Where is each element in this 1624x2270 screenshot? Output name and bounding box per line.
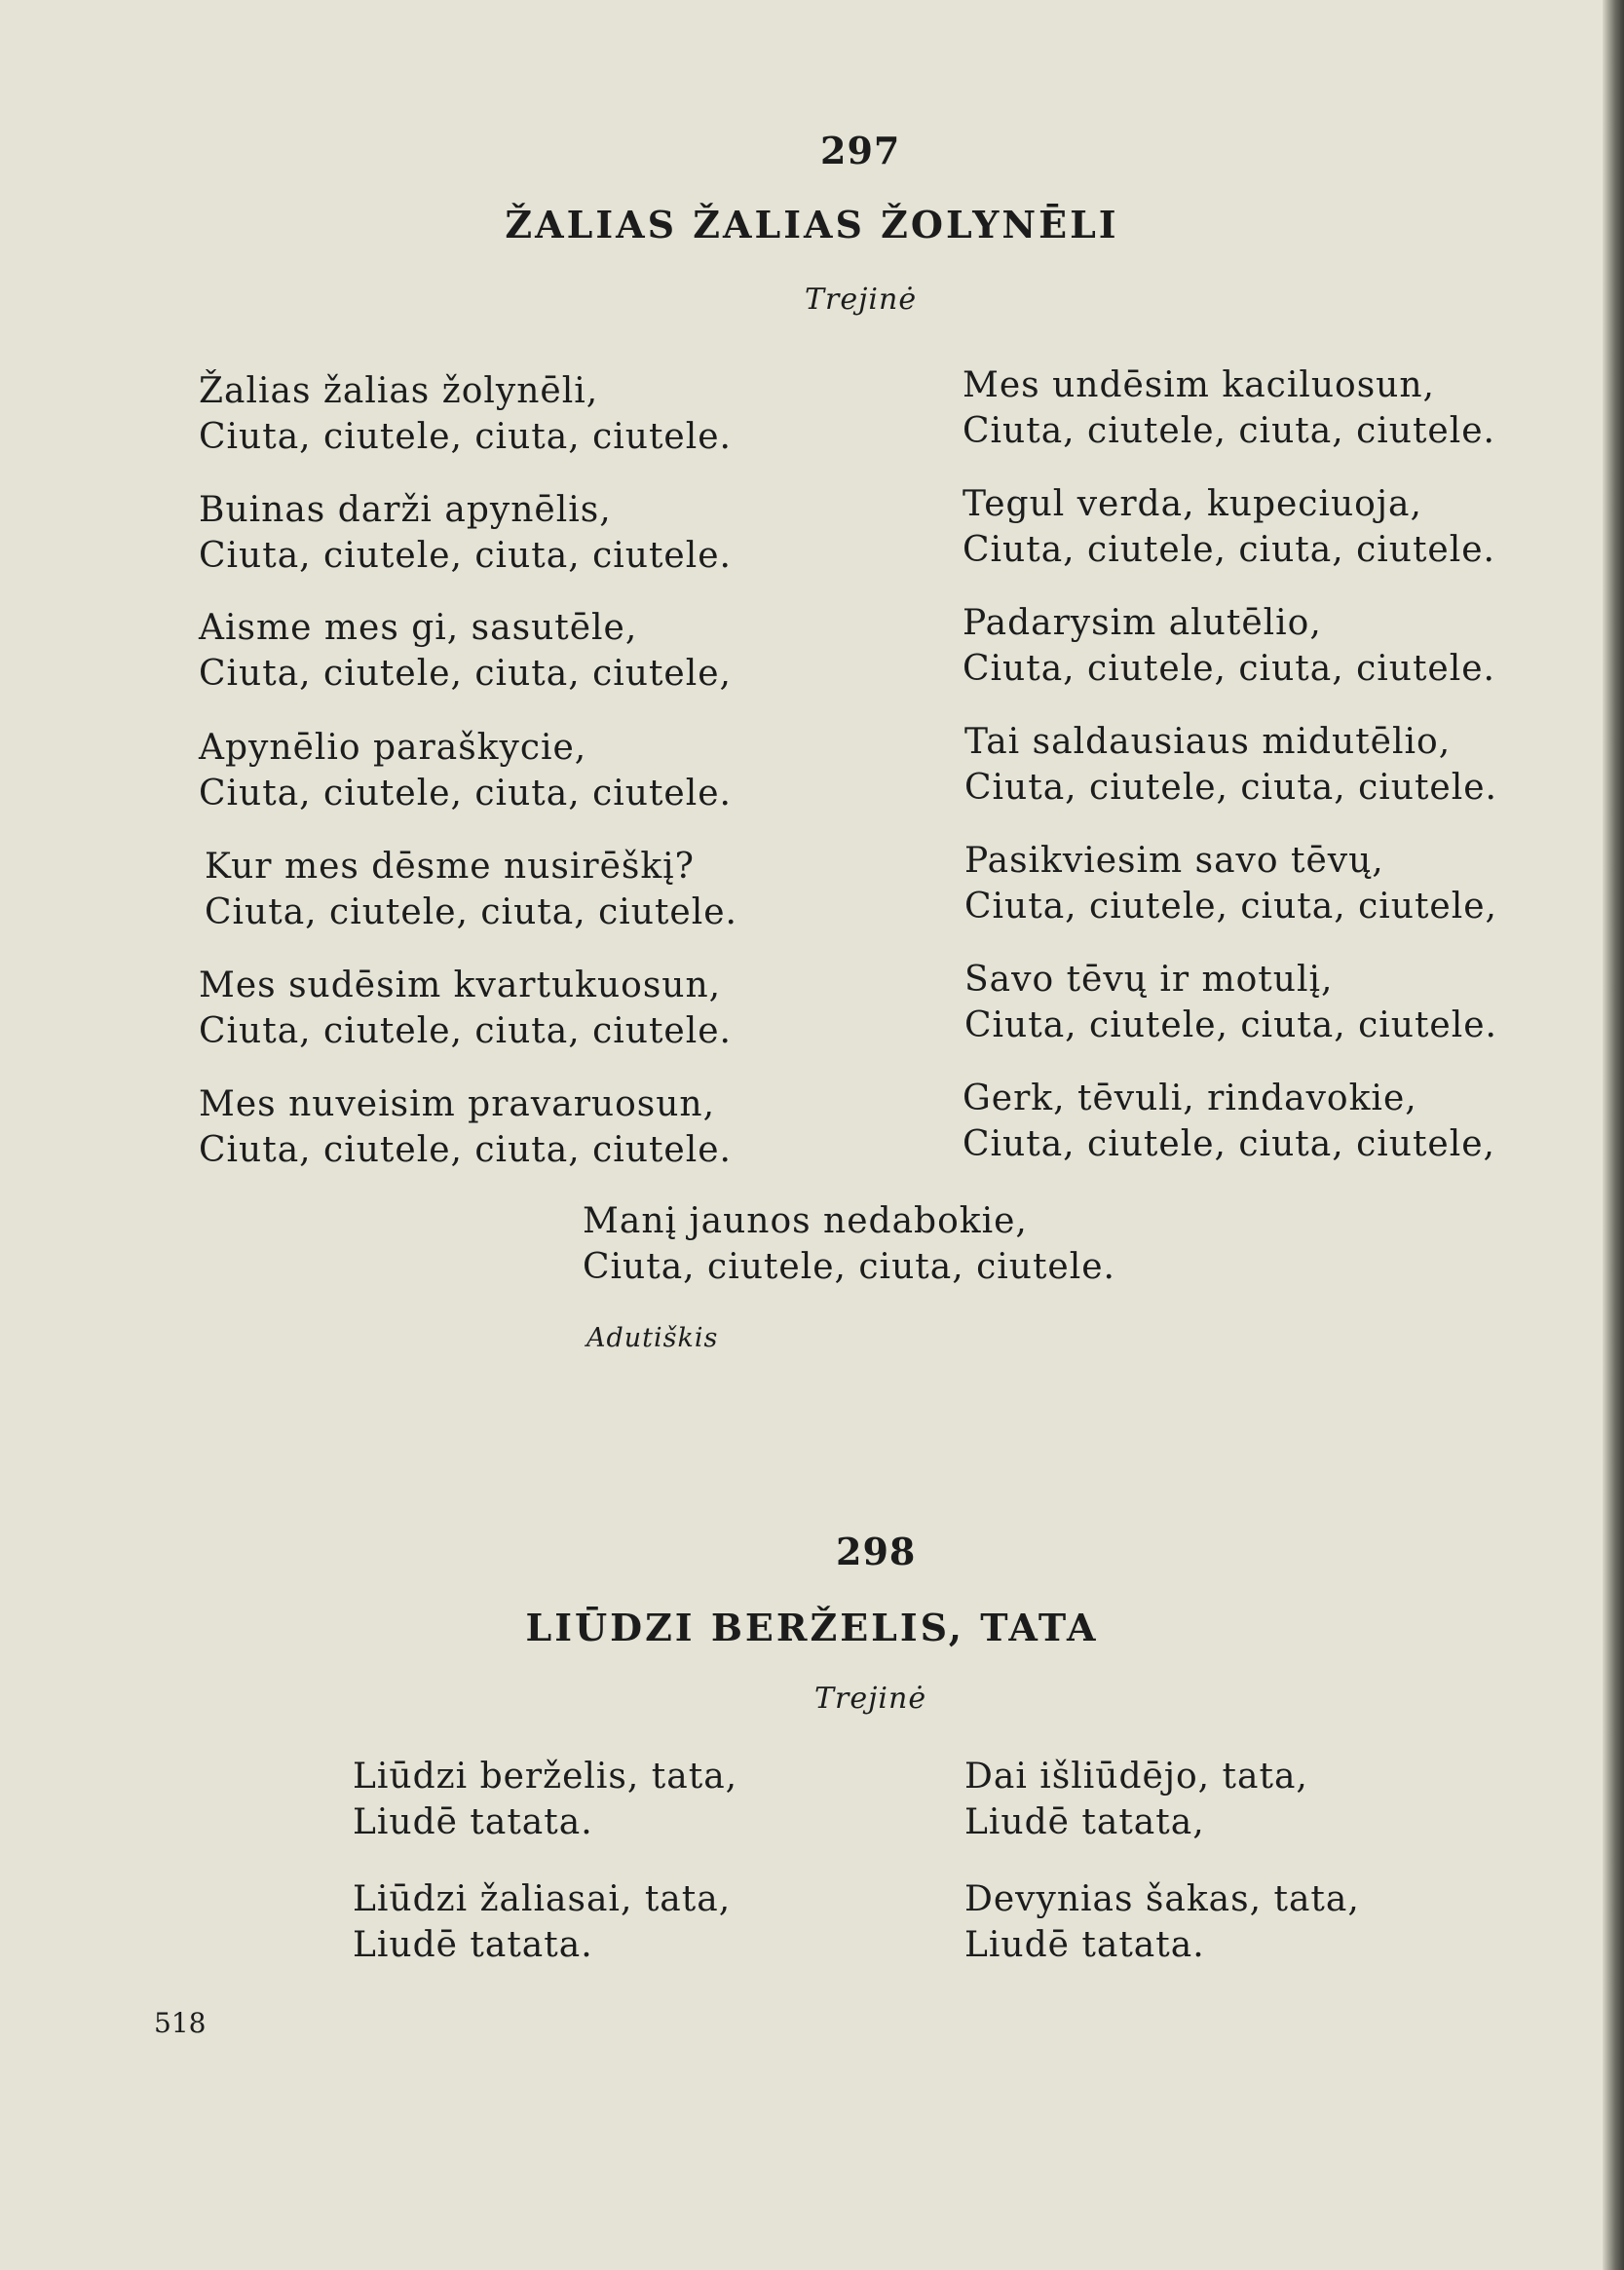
refrain-line: Ciuta, ciutele, ciuta, ciutele.	[963, 411, 1495, 451]
page-edge	[1603, 0, 1624, 2270]
verse-line: Devynias šakas, tata,	[964, 1879, 1360, 1919]
refrain-line: Ciuta, ciutele, ciuta, ciutele.	[963, 530, 1495, 570]
refrain-line: Liudē tatata,	[964, 1802, 1205, 1842]
stanza	[199, 605, 732, 697]
refrain-line: Liudē tatata.	[353, 1802, 593, 1842]
stanza	[963, 1076, 1495, 1167]
refrain-line: Ciuta, ciutele, ciuta, ciutele,	[199, 654, 732, 694]
verse-line: Dai išliūdējo, tata,	[964, 1757, 1308, 1797]
refrain-line: Ciuta, ciutele, ciuta, ciutele.	[205, 892, 737, 932]
verse-line: Liūdzi berželis, tata,	[353, 1757, 738, 1797]
stanza	[964, 957, 1497, 1048]
refrain-line: Liudē tatata.	[964, 1925, 1205, 1965]
stanza	[199, 487, 732, 579]
verse-line: Žalias žalias žolynēli,	[199, 371, 599, 411]
verse-line: Tegul verda, kupeciuoja,	[963, 484, 1422, 524]
stanza	[964, 719, 1497, 811]
refrain-line: Ciuta, ciutele, ciuta, ciutele.	[199, 1011, 732, 1051]
stanza	[353, 1754, 737, 1845]
stanza	[199, 963, 732, 1054]
stanza	[964, 1754, 1308, 1845]
verse-line: Liūdzi žaliasai, tata,	[353, 1879, 732, 1919]
refrain-line: Ciuta, ciutele, ciuta, ciutele.	[964, 768, 1497, 808]
verse-line: Manį jaunos nedabokie,	[583, 1201, 1028, 1241]
verse-line: Mes nuveisim pravaruosun,	[199, 1084, 716, 1124]
song-297-subtitle: Trejinė	[805, 283, 918, 317]
verse-line: Padarysim alutēlio,	[963, 603, 1322, 643]
song-297-number: 297	[820, 129, 901, 172]
stanza	[205, 844, 737, 935]
stanza	[963, 362, 1495, 454]
verse-line: Apynēlio paraškycie,	[199, 728, 587, 768]
refrain-line: Liudē tatata.	[353, 1925, 593, 1965]
verse-line: Savo tēvų ir motulį,	[964, 960, 1334, 1000]
page-number: 518	[154, 2007, 207, 2039]
verse-line: Tai saldausiaus midutēlio,	[964, 722, 1452, 762]
refrain-line: Ciuta, ciutele, ciuta, ciutele.	[963, 649, 1495, 689]
song-298-subtitle: Trejinė	[814, 1682, 927, 1716]
song-298-title: LIŪDZI BERŽELIS, TATA	[525, 1606, 1099, 1649]
stanza	[964, 1876, 1360, 1968]
refrain-line: Ciuta, ciutele, ciuta, ciutele.	[199, 417, 732, 457]
stanza	[199, 368, 732, 460]
verse-line: Kur mes dēsme nusirēškį?	[205, 847, 695, 887]
refrain-line: Ciuta, ciutele, ciuta, ciutele.	[583, 1247, 1115, 1287]
stanza	[199, 725, 732, 816]
verse-line: Mes undēsim kaciluosun,	[963, 365, 1435, 405]
verse-line: Aisme mes gi, sasutēle,	[199, 608, 638, 648]
refrain-line: Ciuta, ciutele, ciuta, ciutele.	[199, 1130, 732, 1170]
verse-line: Gerk, tēvuli, rindavokie,	[963, 1078, 1417, 1118]
stanza	[963, 600, 1495, 692]
refrain-line: Ciuta, ciutele, ciuta, ciutele.	[199, 774, 732, 813]
verse-line: Mes sudēsim kvartukuosun,	[199, 965, 722, 1005]
stanza	[963, 481, 1495, 573]
verse-line: Pasikviesim savo tēvų,	[964, 841, 1384, 881]
refrain-line: Ciuta, ciutele, ciuta, ciutele.	[964, 1005, 1497, 1045]
stanza	[199, 1081, 732, 1173]
refrain-line: Ciuta, ciutele, ciuta, ciutele,	[964, 887, 1497, 927]
stanza	[583, 1198, 1115, 1290]
refrain-line: Ciuta, ciutele, ciuta, ciutele,	[963, 1124, 1495, 1164]
song-298-number: 298	[836, 1530, 917, 1573]
song-297-location: Adutiškis	[586, 1323, 719, 1353]
verse-line: Buinas darži apynēlis,	[199, 490, 612, 530]
song-297-title: ŽALIAS ŽALIAS ŽOLYNĒLI	[505, 203, 1119, 246]
stanza	[353, 1876, 731, 1968]
stanza	[964, 838, 1497, 929]
refrain-line: Ciuta, ciutele, ciuta, ciutele.	[199, 536, 732, 576]
